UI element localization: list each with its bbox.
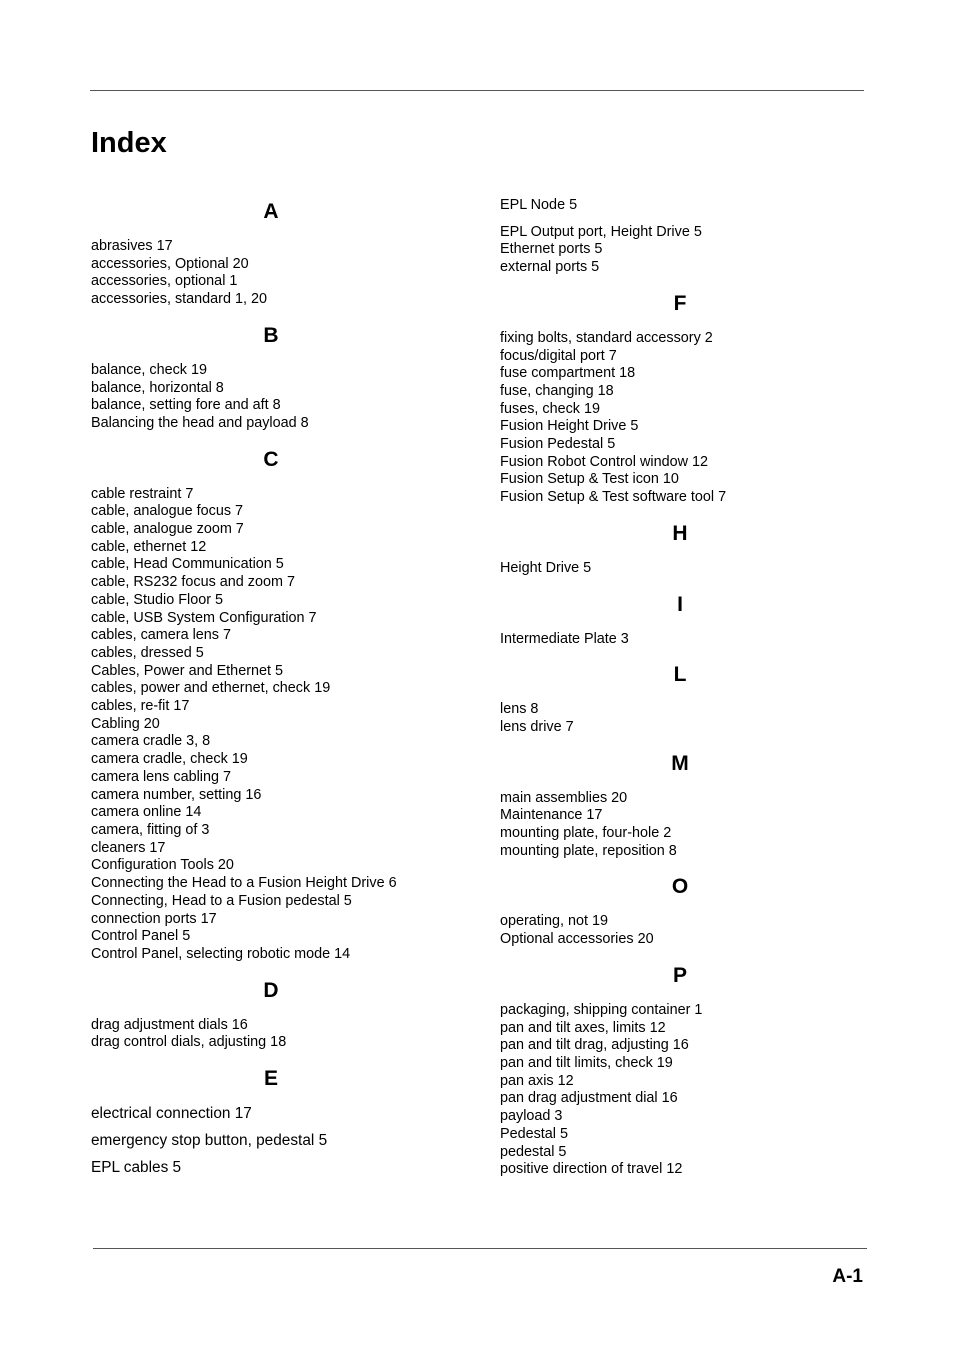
index-entry: accessories, Optional 20 [91,255,249,272]
section-spacer [500,860,860,872]
footer-rule [93,1248,867,1249]
index-entry: pan and tilt drag, adjusting 16 [500,1037,689,1054]
index-section-d [91,976,451,1064]
index-entry: cables, dressed 5 [91,644,204,661]
index-entry: fuse compartment 18 [500,365,636,382]
index-entry: balance, setting fore and aft 8 [91,397,281,414]
index-entry: cable, analogue focus 7 [91,503,244,520]
index-entry: Maintenance 17 [500,807,603,824]
index-entry: pan drag adjustment dial 16 [500,1090,678,1107]
section-spacer [500,1179,860,1191]
index-entry: lens 8 [500,701,539,718]
index-section-b [91,321,451,445]
index-entry: camera, fitting of 3 [91,821,210,838]
index-entry: Connecting, Head to a Fusion pedestal 5 [91,892,352,909]
index-entry: pedestal 5 [500,1143,567,1160]
index-entry: Cabling 20 [91,715,160,732]
section-letter: E [263,1067,278,1091]
index-section-h [500,519,860,590]
index-entry: Ethernet ports 5 [500,241,603,258]
index-entry: cable, ethernet 12 [91,538,207,555]
page-title: Index [91,127,167,159]
page-number: A-1 [832,1266,863,1287]
index-entry: positive direction of travel 12 [500,1161,683,1178]
section-letter: C [263,447,279,471]
section-letter: B [263,323,279,347]
index-entry: external ports 5 [500,259,600,276]
index-entry: fuses, check 19 [500,400,600,417]
index-section-f [500,289,860,519]
index-column-right [500,197,860,1191]
index-section-e [91,1064,451,1198]
index-entry: camera cradle, check 19 [91,751,248,768]
section-letter: D [263,978,279,1002]
index-entry: mounting plate, reposition 8 [500,842,677,859]
index-entry: pan and tilt limits, check 19 [500,1054,673,1071]
index-section-i [500,590,860,661]
index-entry: balance, horizontal 8 [91,379,224,396]
header-rule [90,90,864,91]
index-entry: EPL Output port, Height Drive 5 [500,223,702,240]
index-entry: Cables, Power and Ethernet 5 [91,662,283,679]
index-section-a [91,197,451,321]
index-entry: EPL cables 5 [91,1159,182,1177]
index-section-p [500,961,860,1191]
index-entry: camera cradle 3, 8 [91,733,211,750]
index-entry: accessories, standard 1, 20 [91,291,267,308]
index-entry: pan axis 12 [500,1072,574,1089]
index-entry: camera lens cabling 7 [91,768,231,785]
index-entry: mounting plate, four-hole 2 [500,825,672,842]
index-entry: Height Drive 5 [500,559,592,576]
index-entry: cleaners 17 [91,839,166,856]
index-entry: cable, USB System Configuration 7 [91,609,317,626]
index-entry: EPL Node 5 [500,197,578,213]
index-entry: balance, check 19 [91,361,208,378]
index-entry: cables, power and ethernet, check 19 [91,680,331,697]
section-spacer [91,1052,451,1064]
index-entry: cables, camera lens 7 [91,627,231,644]
section-spacer [91,309,451,321]
index-entry: fixing bolts, standard accessory 2 [500,329,713,346]
index-entry: Balancing the head and payload 8 [91,414,309,431]
index-entry: cable, analogue zoom 7 [91,521,244,538]
index-entry: Fusion Setup & Test software tool 7 [500,489,727,506]
index-entry: main assemblies 20 [500,789,628,806]
index-entry: abrasives 17 [91,238,173,254]
section-letter: F [673,291,687,315]
section-spacer [500,949,860,961]
index-entry: Connecting the Head to a Fusion Height Drive 6 [91,875,397,892]
section-spacer [500,737,860,749]
index-entry: camera number, setting 16 [91,786,262,803]
index-section-l [500,660,860,748]
index-section-c [91,445,451,976]
section-letter: L [673,663,687,687]
index-entry: Control Panel 5 [91,928,191,945]
section-spacer [500,578,860,590]
index-entry: cable, Head Communication 5 [91,556,284,573]
index-section-o [500,872,860,960]
index-section-continued [500,197,860,289]
section-spacer [500,648,860,660]
index-entry: fuse, changing 18 [500,382,614,399]
section-letter: A [263,200,279,223]
index-entry: Fusion Height Drive 5 [500,418,639,435]
index-column-left [91,197,451,1198]
index-entry: focus/digital port 7 [500,347,617,364]
index-entry: Configuration Tools 20 [91,857,234,874]
index-entry: drag adjustment dials 16 [91,1016,248,1033]
section-letter: I [677,592,683,616]
index-entry: accessories, optional 1 [91,273,238,290]
section-spacer [500,507,860,519]
index-section-m [500,749,860,873]
section-spacer [91,964,451,976]
section-spacer [91,433,451,445]
section-spacer [500,277,860,289]
section-letter: M [671,751,689,775]
index-entry: packaging, shipping container 1 [500,1001,703,1018]
section-letter: O [671,875,689,899]
index-entry: cable restraint 7 [91,485,194,502]
index-entry: cable, RS232 focus and zoom 7 [91,574,295,591]
index-entry: pan and tilt axes, limits 12 [500,1019,666,1036]
section-spacer [91,1186,451,1198]
index-entry: camera online 14 [91,804,202,821]
section-letter: P [672,963,687,987]
index-entry: Fusion Setup & Test icon 10 [500,471,679,488]
index-entry: Fusion Pedestal 5 [500,436,616,453]
index-entry: Intermediate Plate 3 [500,630,629,647]
index-entry: payload 3 [500,1108,563,1125]
index-entry: Control Panel, selecting robotic mode 14 [91,945,351,962]
index-entry: emergency stop button, pedestal 5 [91,1132,328,1150]
index-entry: drag control dials, adjusting 18 [91,1034,287,1051]
index-entry: electrical connection 17 [91,1105,252,1123]
index-entry: operating, not 19 [500,913,609,930]
index-entry: Optional accessories 20 [500,931,654,948]
index-entry: Pedestal 5 [500,1125,569,1142]
index-entry: cables, re-fit 17 [91,698,190,715]
index-entry: cable, Studio Floor 5 [91,591,223,608]
index-entry: Fusion Robot Control window 12 [500,453,708,470]
index-entry: connection ports 17 [91,910,217,927]
index-entry: lens drive 7 [500,718,574,735]
section-letter: H [672,521,688,545]
